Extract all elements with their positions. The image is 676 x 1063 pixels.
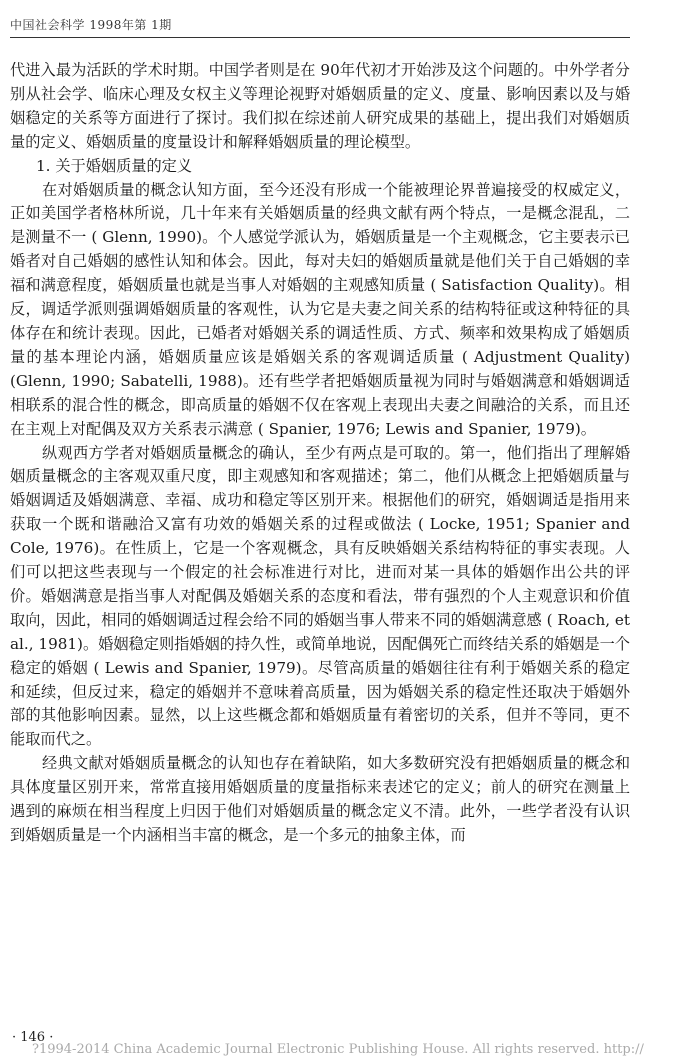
paragraph: 在对婚姻质量的概念认知方面，至今还没有形成一个能被理论界普遍接受的权威定义，正如美国学者格林所说，几十年来有关婚姻质量的经典文献有两个特点，一是概念混乱，二是测量不一 ( Glenn, 1990)。个人感觉学派认为，婚姻质量是一个主观概念，它主要表示已婚者对自己婚姻的感性认知和体会。因此，每对夫妇的婚姻质量就是他们关于自己婚姻的幸福和满意程度，婚姻质量也就是当事人对婚姻的主观感知质量 ( Satisfaction Quality)。相反，调适学派则强调婚姻质量的客观性，认为它是夫妻之间关系的结构特征或这种特征的具体存在和统计表现。因此，已婚者对婚姻关系的调适性质、方式、频率和效果构成了婚姻质量的基本理论内涵，婚姻质量应该是婚姻关系的客观调适质量 ( Adjustment Quality) (Glenn, 1990; Sabatelli, 1988)。还有些学者把婚姻质量视为同时与婚姻满意和婚姻调适相联系的混合性的概念，即高质量的婚姻不仅在客观上表现出夫妻之间融洽的关系，而且还在主观上对配偶及双方关系表示满意 ( Spanier, 1976; Lewis and Spanier, 1979)。 <box>10 180 630 438</box>
paragraph: 纵观西方学者对婚姻质量概念的确认，至少有两点是可取的。第一，他们指出了理解婚姻质量概念的主客观双重尺度，即主观感知和客观描述；第二，他们从概念上把婚姻质量与婚姻调适及婚姻满意、幸福、成功和稳定等区别开来。根据他们的研究，婚姻调适是指用来获取一个既和谐融洽又富有功效的婚姻关系的过程或做法 ( Locke, 1951; Spanier and Cole, 1976)。在性质上，它是一个客观概念，具有反映婚姻关系结构特征的事实表现。人们可以把这些表现与一个假定的社会标准进行对比，进而对某一具体的婚姻作出公共的评价。婚姻满意是指当事人对配偶及婚姻关系的态度和看法，带有强烈的个人主观意识和价值取向，因此，相同的婚姻调适过程会给不同的婚姻当事人带来不同的婚姻满意感 ( Roach, et al., 1981)。婚姻稳定则指婚姻的持久性，或简单地说，因配偶死亡而终结关系的婚姻是一个稳定的婚姻 ( Lewis and Spanier, 1979)。尽管高质量的婚姻往往有利于婚姻关系的稳定和延续，但反过来，稳定的婚姻并不意味着高质量，因为婚姻关系的稳定性还取决于婚姻外部的其他影响因素。显然，以上这些概念都和婚姻质量有着密切的关系，但并不等同，更不能取而代之。 <box>10 443 630 749</box>
page-number: · 146 · <box>12 1030 54 1045</box>
section-heading: 1. 关于婚姻质量的定义 <box>36 156 193 175</box>
paragraph: 经典文献对婚姻质量概念的认知也存在着缺陷，如大多数研究没有把婚姻质量的概念和具体度量区别开来，常常直接用婚姻质量的度量指标来表述它的定义；前人的研究在测量上遇到的麻烦在相当程度上归因于他们对婚姻质量的概念定义不清。此外，一些学者没有认识到婚姻质量是一个内涵相当丰富的概念，是一个多元的抽象主体，而 <box>10 754 630 844</box>
paragraph-continuation: 代进入最为活跃的学术时期。中国学者则是在 90年代初才开始涉及这个问题的。中外学者分别从社会学、临床心理及女权主义等理论视野对婚姻质量的定义、度量、影响因素以及与婚姻稳定的关系等方面进行了探讨。我们拟在综述前人研究成果的基础上，提出我们对婚姻质量的定义、婚姻质量的度量设计和解释婚姻质量的理论模型。 <box>10 61 630 151</box>
article-body <box>10 59 630 848</box>
running-header <box>10 12 630 38</box>
copyright-watermark: ?1994-2014 China Academic Journal Electronic Publishing House. All rights reserved. http:// <box>32 1042 644 1057</box>
journal-title: 中国社会科学 1998年第 1期 <box>10 18 172 32</box>
